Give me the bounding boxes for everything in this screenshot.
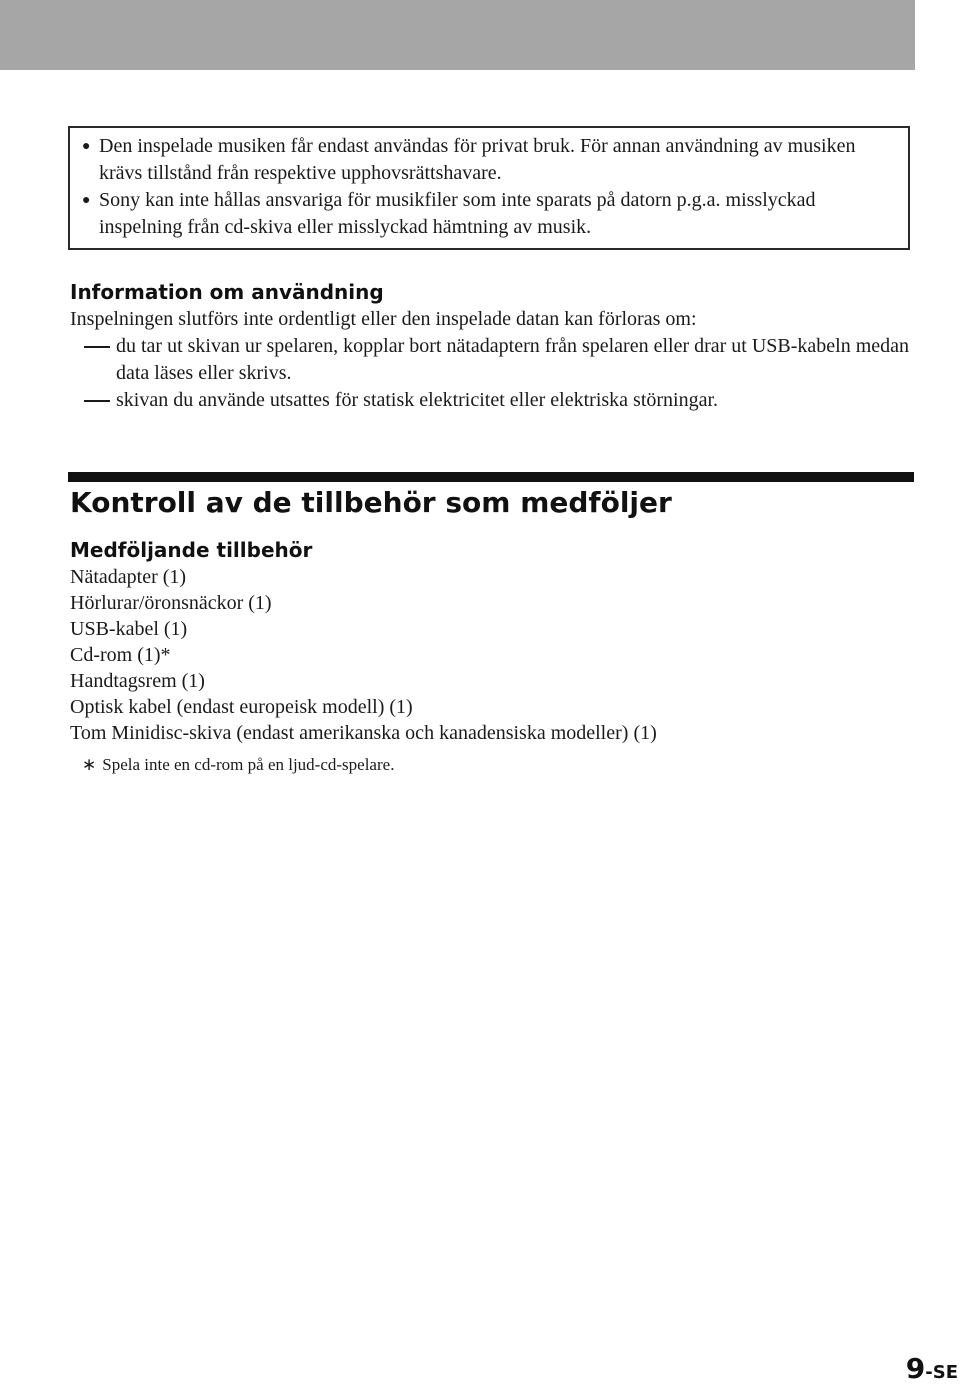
accessory-item: Nätadapter (1) xyxy=(70,566,187,588)
accessory-item: Hörlurar/öronsnäckor (1) xyxy=(70,592,272,614)
accessory-item: Tom Minidisc-skiva (endast amerikanska och kanadensiska modeller) (1) xyxy=(70,722,657,744)
info-list-item xyxy=(70,333,920,387)
bullet-icon: ● xyxy=(82,139,91,154)
footnote-text: Spela inte en cd-rom på en ljud-cd-spelare. xyxy=(102,755,395,774)
notice-text: Den inspelade musiken får endast användas för privat bruk. För annan användning av musiken krävs tillstånd från respektive upphovsrättshavare. xyxy=(99,135,856,184)
accessories-subheading: Medföljande tillbehör xyxy=(70,538,313,562)
dash-icon xyxy=(84,346,110,348)
footnote xyxy=(70,754,920,776)
notice-box xyxy=(68,126,910,250)
page-number-suffix: -SE xyxy=(925,1362,958,1383)
notice-item xyxy=(82,133,894,187)
info-section xyxy=(70,278,920,414)
header-band xyxy=(0,0,915,70)
accessories-list xyxy=(70,564,920,746)
section-rule xyxy=(68,472,914,482)
kontroll-heading: Kontroll av de tillbehör som medföljer xyxy=(70,486,672,519)
footnote-mark: ∗ xyxy=(82,755,97,774)
kontroll-section xyxy=(70,486,920,776)
info-heading: Information om användning xyxy=(70,280,384,304)
info-item-text: du tar ut skivan ur spelaren, kopplar bort nätadaptern från spelaren eller drar ut USB-kabeln medan data läses eller skrivs. xyxy=(116,335,910,384)
info-item-text: skivan du använde utsattes för statisk elektricitet eller elektriska störningar. xyxy=(116,389,719,411)
notice-text: Sony kan inte hållas ansvariga för musikfiler som inte sparats på datorn p.g.a. misslyckad inspelning från cd-skiva eller misslyckad hämtning av musik. xyxy=(99,189,816,238)
accessory-item: Optisk kabel (endast europeisk modell) (1) xyxy=(70,696,413,718)
page-number xyxy=(906,1352,958,1385)
dash-icon xyxy=(84,400,110,402)
bullet-icon: ● xyxy=(82,193,91,208)
notice-item xyxy=(82,187,894,241)
accessory-item: USB-kabel (1) xyxy=(70,618,188,640)
info-list-item xyxy=(70,387,920,414)
info-intro: Inspelningen slutförs inte ordentligt eller den inspelade datan kan förloras om: xyxy=(70,308,697,330)
page-number-value: 9 xyxy=(905,1352,926,1385)
accessory-item: Handtagsrem (1) xyxy=(70,670,205,692)
accessory-item: Cd-rom (1)* xyxy=(70,644,171,666)
